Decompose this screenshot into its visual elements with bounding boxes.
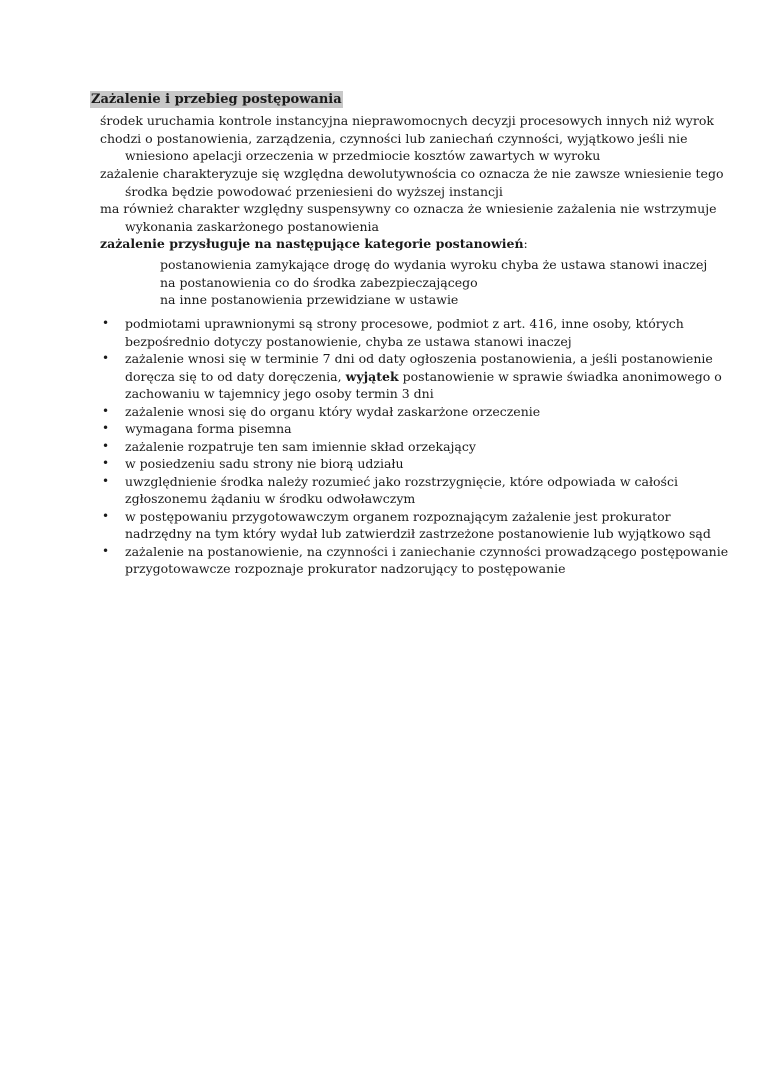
bullet-icon: • [102,456,110,470]
section-heading: Zażalenie i przebieg postępowania [91,92,342,107]
categories-intro [100,235,680,253]
text-line: nadrzędny na tym który wydał lub zatwierdził zastrzeżone postanowienie lub wyjątkowo sąd [125,526,711,541]
categories-list [160,256,708,309]
intro-paragraph-2 [100,165,724,200]
text-segment: doręcza się to od daty doręczenia, [125,368,346,384]
text-line: zażalenie na postanowienie, na czynności i zaniechanie czynności prowadzącego postępowanie [125,543,729,559]
list-item [100,455,680,473]
bullet-icon: • [102,403,110,418]
category-item: na postanowienia co do środka zabezpieczającego [160,274,478,290]
text-line: zgłoszonemu żądaniu w środku odwoławczym [125,491,416,506]
list-item [100,473,680,508]
list-item [100,543,729,578]
bullet-icon: • [102,421,110,435]
text-line: wymagana forma pisemna [125,421,292,436]
bullet-icon: • [102,438,110,453]
list-item [100,420,680,438]
text-line: wniesiono apelacji orzeczenia w przedmiocie kosztów zawartych w wyroku [125,148,601,163]
bullet-icon: • [102,543,110,558]
list-item [100,508,711,543]
text-line: uwzględnienie środka należy rozumieć jako rozstrzygnięcie, które odpowiada w całości [125,473,678,489]
list-item [100,315,684,350]
text-line: zachowaniu w tajemnicy jego osoby termin 3 dni [125,386,434,401]
text-line: podmiotami uprawnionymi są strony procesowe, podmiot z art. 416, inne osoby, których [125,316,684,331]
text-line: zażalenie charakteryzuje się względna dewolutywnościa co oznacza że nie zawsze wniesienie tego [100,166,724,181]
text-line: ma również charakter względny suspensywny co oznacza że wniesienie zażalenia nie wstrzymuje [100,201,717,216]
bullet-icon: • [102,316,110,330]
text-line-mixed [125,368,722,386]
categories-intro-colon: : [523,236,528,251]
text-line: środek uruchamia kontrole instancyjna nieprawomocnych decyzji procesowych innych niż wyrok [100,113,714,128]
bullet-list [100,315,729,578]
bullet-icon: • [102,473,110,488]
text-line: bezpośrednio dotyczy postanowienie, chyba ze ustawa stanowi inaczej [125,333,572,349]
bullet-icon: • [102,508,110,523]
list-item [100,403,680,421]
text-line: wykonania zaskarżonego postanowienia [125,218,379,234]
text-line: zażalenie rozpatruje ten sam imiennie skład orzekający [125,438,476,454]
text-line: w postępowaniu przygotowawczym organem rozpoznającym zażalenie jest prokurator [125,508,671,524]
list-item [100,438,680,456]
text-line: zażalenie wnosi się do organu który wydał zaskarżone orzeczenie [125,403,541,419]
text-line: środka będzie powodować przeniesieni do wyższej instancji [125,183,503,199]
text-line: zażalenie wnosi się w terminie 7 dni od daty ogłoszenia postanowienia, a jeśli postanowienie [125,351,713,366]
intro-paragraph-1 [100,112,714,165]
text-segment: postanowienie w sprawie świadka anonimowego o [398,368,722,384]
categories-intro-bold: zażalenie przysługuje na następujące kategorie postanowień [100,236,524,251]
exception-keyword: wyjątek [345,368,399,384]
intro-paragraph-3 [100,200,717,235]
list-item [100,350,722,403]
category-item: na inne postanowienia przewidziane w ustawie [160,292,459,307]
text-line: w posiedzeniu sadu strony nie biorą udziału [125,456,404,471]
category-item: postanowienia zamykające drogę do wydania wyroku chyba że ustawa stanowi inaczej [160,257,708,272]
bullet-icon: • [102,351,110,365]
text-line: przygotowawcze rozpoznaje prokurator nadzorujący to postępowanie [125,561,566,576]
text-line: chodzi o postanowienia, zarządzenia, czynności lub zaniechań czynności, wyjątkowo jeśli nie [100,130,688,146]
